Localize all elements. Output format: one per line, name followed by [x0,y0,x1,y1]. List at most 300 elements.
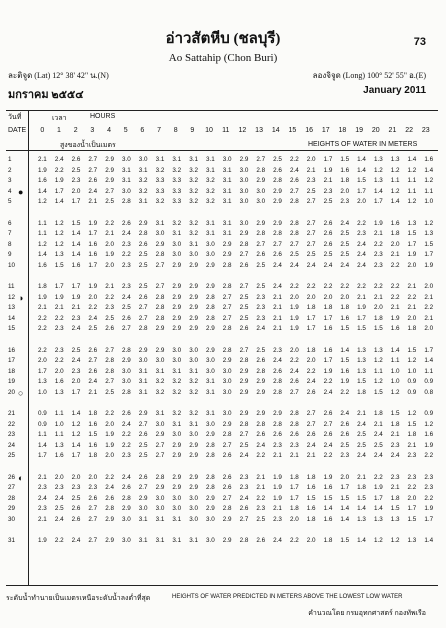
height-cell: 2.2 [88,304,98,311]
height-cell: 1.7 [357,187,366,195]
table-row [6,282,438,293]
height-cell: 1.1 [407,177,417,184]
height-cell: 2.6 [273,251,282,258]
table-row [6,303,438,314]
height-cell: 2.9 [172,314,182,322]
height-cell: 2.9 [105,156,114,163]
height-cell: 1.8 [407,325,417,332]
height-cell: 2.9 [205,505,215,512]
height-cell: 2.8 [122,198,131,205]
height-cell: 3.1 [138,537,148,544]
height-cell: 2.9 [155,484,165,491]
height-cell: 3.0 [172,357,182,364]
height-cell: 1.4 [357,156,366,163]
height-cell: 2.2 [256,452,266,459]
height-cell: 1.8 [306,473,316,481]
height-cell: 1.1 [407,187,417,195]
hourly-values [34,347,437,354]
table-row [6,420,438,431]
height-cell: 3.0 [189,251,198,258]
height-cell: 3.2 [155,388,165,396]
hourly-values [34,452,437,459]
height-cell: 2.1 [273,325,282,332]
height-cell: 1.9 [373,219,383,227]
hourly-values [34,389,437,396]
date-cell: 31 [8,537,16,544]
height-cell: 1.7 [407,505,417,512]
date-cell: 25 [8,452,16,459]
height-cell: 3.0 [222,367,232,375]
height-cell: 2.6 [323,219,333,227]
height-cell: 2.8 [155,251,165,258]
height-cell: 1.8 [88,452,98,459]
height-cell: 1.3 [357,515,366,523]
height-cell: 1.5 [407,346,417,354]
height-cell: 2.6 [105,494,114,502]
footer-note-thai: ระดับน้ำทำนายเป็นเมตรเหนือระดับน้ำลงต่ำที่สุด [6,594,151,602]
table-row [6,166,438,177]
time-header-thai: เวลา [52,115,67,122]
date-cell: 13 [8,304,16,311]
height-cell: 2.6 [239,505,249,512]
table-row [6,293,438,304]
height-cell: 3.0 [222,378,232,385]
height-cell: 3.1 [205,388,215,396]
table-row [6,515,438,526]
height-cell: 2.6 [323,431,333,438]
height-cell: 2.7 [222,441,232,449]
height-cell: 2.2 [323,378,333,385]
height-cell: 2.4 [54,515,64,523]
height-cell: 2.5 [138,452,148,459]
height-cell: 3.0 [256,198,266,205]
height-cell: 1.6 [323,484,333,491]
height-cell: 2.0 [105,261,114,269]
height-cell: 2.8 [289,230,299,237]
height-cell: 2.4 [122,473,131,481]
height-cell: 2.9 [273,410,282,417]
height-cell: 2.9 [273,187,282,195]
date-cell: 6 [8,219,12,227]
height-cell: 3.0 [222,410,232,417]
height-cell: 1.2 [373,378,383,385]
date-cell: 24 [8,441,16,449]
height-cell: 2.3 [71,367,81,375]
height-cell: 3.0 [205,240,215,248]
table-row [6,451,438,462]
height-cell: 3.1 [172,230,182,237]
height-cell: 3.1 [189,156,198,163]
date-cell: 8 [8,240,12,248]
height-cell: 2.5 [71,166,81,174]
height-cell: 3.1 [138,198,148,205]
height-cell: 2.2 [357,283,366,290]
height-cell: 2.0 [306,156,316,163]
height-cell: 2.4 [273,357,282,364]
height-cell: 1.4 [424,537,434,544]
height-cell: 2.9 [172,441,182,449]
height-cell: 2.6 [256,431,266,438]
height-cell: 2.8 [222,325,232,332]
height-cell: 2.8 [256,420,266,428]
height-cell: 3.0 [189,494,198,502]
height-cell: 2.6 [122,484,131,491]
height-cell: 3.0 [189,515,198,523]
hourly-values [34,505,437,512]
height-cell: 2.7 [138,314,148,322]
height-cell: 2.0 [71,473,81,481]
height-cell: 2.2 [373,240,383,248]
hourly-values [34,537,437,544]
height-cell: 2.8 [273,230,282,237]
table-row [6,176,438,187]
row-group-gap [6,525,438,536]
height-cell: 2.3 [256,293,266,301]
height-cell: 2.8 [239,537,249,544]
height-cell: 1.2 [390,388,400,396]
height-cell: 2.8 [289,420,299,428]
height-cell: 2.0 [340,187,350,195]
height-cell: 2.3 [105,304,114,311]
height-cell: 2.6 [88,346,98,354]
height-cell: 2.1 [306,166,316,174]
date-cell: 18 [8,367,16,375]
height-cell: 3.2 [155,198,165,205]
height-cell: 2.4 [357,251,366,258]
height-cell: 1.6 [71,261,81,269]
height-cell: 3.2 [205,198,215,205]
height-cell: 1.4 [71,230,81,237]
height-cell: 1.7 [88,230,98,237]
height-cell: 3.1 [155,410,165,417]
height-cell: 3.3 [172,177,182,184]
height-cell: 2.7 [155,261,165,269]
date-cell: 29 [8,505,16,512]
height-cell: 1.7 [323,357,333,364]
table-row [6,261,438,272]
hour-label: 12 [238,127,247,134]
height-cell: 2.3 [71,314,81,322]
height-cell: 3.2 [189,378,198,385]
latitude-label: ละติจูด (Lat) 12° 38' 42" น.(N) [8,71,109,80]
height-cell: 2.9 [155,431,165,438]
height-cell: 2.5 [340,230,350,237]
height-cell: 1.9 [340,378,350,385]
height-cell: 1.6 [38,177,47,184]
height-cell: 3.1 [222,166,232,174]
table-row [6,504,438,515]
height-cell: 2.0 [88,293,98,301]
height-cell: 1.6 [54,378,64,385]
height-cell: 3.0 [189,346,198,354]
table-row [6,409,438,420]
height-cell: 1.5 [407,420,417,428]
height-cell: 3.1 [155,537,165,544]
height-cell: 2.8 [239,420,249,428]
height-cell: 2.8 [122,346,131,354]
date-cell: 22 [8,420,16,428]
height-cell: 1.9 [357,304,366,311]
hour-label: 17 [321,127,330,134]
height-cell: 3.0 [122,367,131,375]
height-cell: 2.7 [138,484,148,491]
height-cell: 1.3 [373,156,383,163]
height-cell: 2.2 [407,484,417,491]
height-cell: 1.8 [390,420,400,428]
height-cell: 2.1 [306,452,316,459]
height-cell: 2.2 [424,452,434,459]
hour-label: 13 [255,127,263,134]
table-row [6,473,438,484]
moon-phase-icon: ◐ [18,472,24,483]
hourly-values [34,484,437,491]
table-row [6,536,438,547]
height-cell: 3.0 [189,505,198,512]
height-cell: 2.3 [407,452,417,459]
height-cell: 2.9 [189,473,198,481]
height-cell: 1.7 [71,198,81,205]
date-cell: 11 [8,283,15,290]
height-cell: 2.0 [289,293,299,301]
height-cell: 1.1 [38,230,47,237]
height-cell: 2.4 [323,388,333,396]
height-cell: 2.4 [71,325,81,332]
height-cell: 2.4 [357,240,366,248]
table-row [6,430,438,441]
height-cell: 3.1 [122,166,131,174]
height-cell: 2.8 [105,357,114,364]
height-cell: 1.5 [373,325,383,332]
height-cell: 3.1 [155,156,165,163]
height-cell: 3.2 [172,410,182,417]
date-cell: 7 [8,230,12,237]
height-cell: 2.9 [205,494,215,502]
height-cell: 1.4 [407,156,417,163]
height-cell: 1.2 [407,166,417,174]
height-cell: 2.6 [306,388,316,396]
height-cell: 2.4 [88,378,98,385]
height-cell: 2.2 [54,314,64,322]
height-cell: 1.8 [289,505,299,512]
height-cell: 3.1 [222,230,232,237]
height-cell: 2.1 [373,293,383,301]
height-cell: 2.1 [105,283,114,290]
height-cell: 1.9 [323,473,333,481]
height-cell: 1.4 [71,251,81,258]
height-cell: 2.4 [239,494,249,502]
height-cell: 2.6 [88,367,98,375]
height-cell: 2.6 [289,431,299,438]
height-cell: 2.9 [222,420,232,428]
hour-label: 7 [157,127,161,134]
height-cell: 1.7 [54,283,64,290]
height-cell: 2.2 [390,283,400,290]
height-cell: 2.1 [357,293,366,301]
height-cell: 2.8 [273,177,282,184]
height-cell: 1.2 [54,240,64,248]
height-cell: 3.1 [155,515,165,523]
table-row [6,324,438,335]
height-cell: 2.8 [205,314,215,322]
height-cell: 2.9 [105,177,114,184]
height-cell: 2.3 [38,505,47,512]
height-cell: 2.2 [105,410,114,417]
height-cell: 2.7 [239,431,249,438]
height-cell: 2.9 [205,346,215,354]
height-cell: 1.8 [407,431,417,438]
height-cell: 2.0 [424,283,434,290]
height-cell: 3.2 [189,166,198,174]
hour-label: 14 [271,127,280,134]
height-cell: 2.5 [289,251,299,258]
height-cell: 1.4 [390,198,400,205]
height-cell: 2.1 [407,304,417,311]
height-cell: 2.4 [340,219,350,227]
height-cell: 2.6 [239,261,249,269]
page-number: 73 [413,36,426,48]
height-cell: 3.3 [172,198,182,205]
height-cell: 2.9 [256,410,266,417]
month-english: January 2011 [363,85,426,96]
height-cell: 2.8 [222,261,232,269]
height-cell: 2.0 [71,378,81,385]
height-cell: 2.0 [306,537,316,544]
height-cell: 1.8 [306,346,316,354]
height-cell: 2.1 [323,177,333,184]
height-cell: 3.1 [138,515,148,523]
hourly-values [34,241,437,248]
height-cell: 2.5 [256,261,266,269]
height-cell: 2.8 [289,198,299,205]
height-cell: 3.0 [122,156,131,163]
height-cell: 1.5 [306,494,316,502]
height-cell: 2.8 [239,240,249,248]
height-cell: 2.3 [122,283,131,290]
height-cell: 2.2 [256,494,266,502]
height-cell: 2.5 [273,156,282,163]
height-cell: 2.0 [407,314,417,322]
height-cell: 3.1 [155,367,165,375]
height-cell: 2.1 [54,304,64,311]
height-cell: 2.7 [323,420,333,428]
height-cell: 1.5 [340,357,350,364]
height-cell: 1.4 [373,505,383,512]
height-cell: 2.6 [289,177,299,184]
height-cell: 2.8 [256,166,266,174]
month-thai: มกราคม ๒๕๕๔ [8,89,84,101]
height-cell: 2.7 [239,515,249,523]
height-cell: 1.0 [407,367,417,375]
height-cell: 1.6 [390,219,400,227]
height-cell: 1.5 [323,494,333,502]
height-cell: 2.6 [105,325,114,332]
height-cell: 2.4 [122,420,131,428]
height-cell: 2.7 [88,505,98,512]
height-cell: 2.9 [172,293,182,301]
height-cell: 1.9 [54,177,64,184]
height-cell: 1.6 [88,240,98,248]
height-cell: 2.7 [289,187,299,195]
height-cell: 1.2 [38,240,47,248]
height-cell: 2.1 [357,473,366,481]
height-cell: 2.8 [205,293,215,301]
height-cell: 3.3 [172,187,182,195]
height-cell: 1.4 [373,187,383,195]
height-cell: 1.8 [357,484,366,491]
height-cell: 3.1 [222,187,232,195]
date-cell: 17 [8,357,16,364]
station-title-thai: อ่าวสัตหีบ (ชลบุรี) [165,31,281,47]
height-cell: 2.5 [323,198,333,205]
height-cell: 3.0 [172,346,182,354]
height-cell: 2.1 [289,452,299,459]
height-cell: 2.0 [390,240,400,248]
height-cell: 3.0 [172,240,182,248]
height-cell: 1.6 [88,420,98,428]
footer-note-english: HEIGHTS OF WATER PREDICTED IN METERS ABOVE THE LOWEST LOW WATER [172,594,403,600]
hourly-values [34,442,437,449]
height-cell: 2.8 [205,484,215,491]
height-cell: 2.9 [189,314,198,322]
height-cell: 2.8 [138,325,148,332]
height-cell: 1.6 [340,166,350,174]
height-cell: 3.1 [172,420,182,428]
height-cell: 2.7 [222,494,232,502]
height-cell: 2.9 [189,441,198,449]
height-cell: 2.5 [54,505,64,512]
height-cell: 2.6 [323,240,333,248]
height-cell: 2.8 [155,314,165,322]
height-cell: 1.2 [373,537,383,544]
height-cell: 0.9 [424,378,434,385]
height-cell: 2.5 [306,187,316,195]
height-cell: 2.9 [205,261,215,269]
hour-label: 10 [205,127,213,134]
height-cell: 2.3 [256,314,266,322]
height-cell: 2.9 [222,515,232,523]
height-cell: 2.9 [256,378,266,385]
height-cell: 2.2 [323,452,333,459]
height-cell: 1.9 [407,251,417,258]
height-cell: 2.1 [390,484,400,491]
height-cell: 3.1 [172,367,182,375]
height-cell: 2.9 [222,240,232,248]
height-cell: 1.5 [357,325,366,332]
height-cell: 1.5 [390,505,400,512]
height-cell: 3.0 [239,166,249,174]
height-cell: 2.2 [424,304,434,311]
height-cell: 2.7 [122,325,131,332]
height-cell: 2.5 [138,283,148,290]
height-cell: 2.1 [407,441,417,449]
height-cell: 2.5 [105,314,114,322]
hour-label: 1 [57,127,61,134]
height-cell: 2.2 [105,219,114,227]
date-cell: 1 [8,156,12,163]
height-cell: 3.1 [138,367,148,375]
height-cell: 2.9 [222,537,232,544]
hourly-values [34,357,437,364]
row-group-gap [6,398,438,409]
height-cell: 2.5 [340,441,350,449]
height-cell: 1.9 [54,293,64,301]
height-cell: 2.0 [289,346,299,354]
height-cell: 3.1 [189,537,198,544]
height-cell: 2.9 [105,537,114,544]
height-cell: 2.2 [390,261,400,269]
height-cell: 3.0 [222,388,232,396]
hourly-values [34,198,437,205]
